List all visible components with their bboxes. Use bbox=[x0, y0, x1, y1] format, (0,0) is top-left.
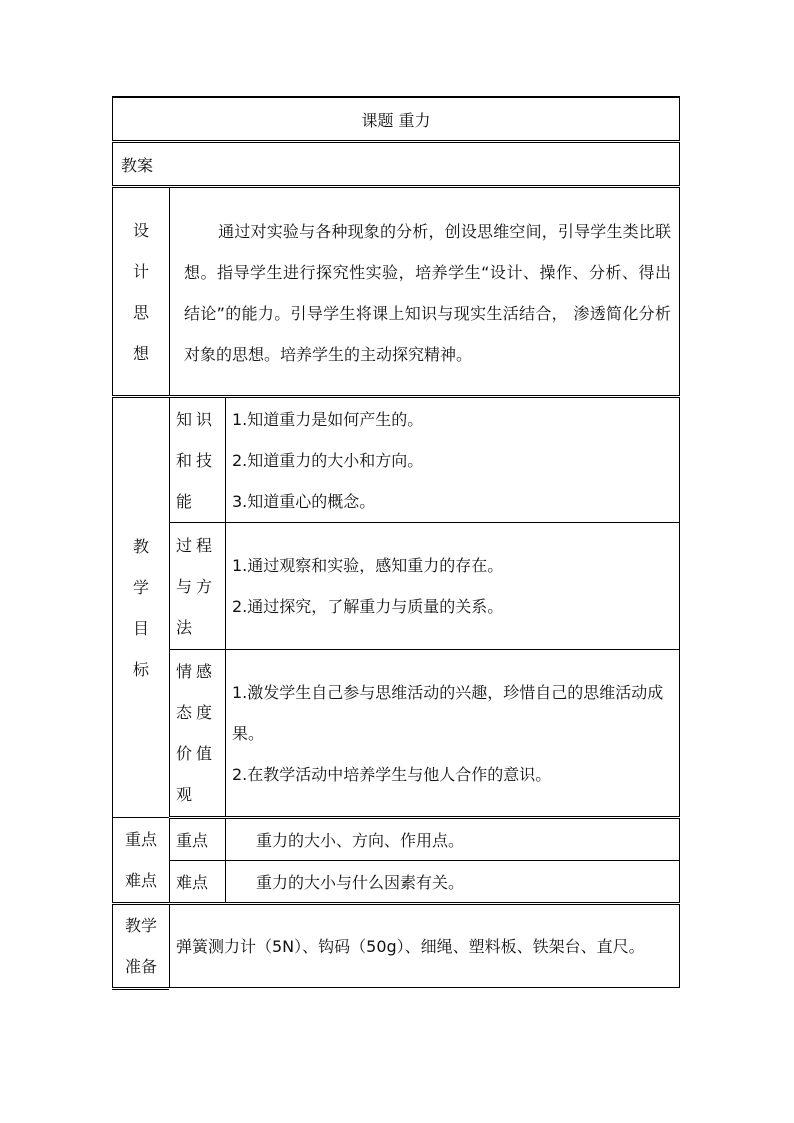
goal-item: 2.通过探究，了解重力与质量的关系。 bbox=[232, 597, 504, 616]
lesson-plan-sheet bbox=[112, 96, 679, 988]
goals-label-char: 标 bbox=[132, 659, 149, 679]
key-point-text: 重力的大小、方向、作用点。 bbox=[226, 818, 680, 861]
preparation-text: 弹簧测力计（5N）、钩码（50g）、细绳、塑料板、铁架台、直尺。 bbox=[170, 904, 680, 988]
goal-item: 1.知道重力是如何产生的。 bbox=[232, 409, 424, 429]
lesson-title: 课题 重力 bbox=[113, 97, 680, 142]
goal-process-items bbox=[226, 523, 680, 650]
bottom-rule bbox=[112, 989, 169, 990]
design-text: 通过对实验与各种现象的分析，创设思维空间，引导学生类比联想。指导学生进行探究性实验，培养学生“设计、操作、分析、得出结论”的能力。引导学生将课上知识与现实生活结合， 渗透简化分析对象的思想。培养学生的主动探究精神。 bbox=[184, 221, 672, 364]
goals-label bbox=[113, 397, 170, 818]
preparation-label: 教学 准备 bbox=[113, 904, 170, 988]
design-text-cell bbox=[170, 187, 680, 397]
goal-knowledge-items bbox=[226, 397, 680, 523]
goal-item: 2.在教学活动中培养学生与他人合作的意识。 bbox=[232, 764, 552, 784]
goal-attitude-label: 情感 态度 价值 观 bbox=[170, 650, 226, 818]
design-label-char: 想 bbox=[132, 343, 149, 363]
goals-label-char: 目 bbox=[132, 618, 149, 638]
goal-item: 3.知道重心的概念。 bbox=[232, 491, 376, 511]
goal-attitude-items bbox=[226, 650, 680, 818]
design-label-char: 设 bbox=[132, 220, 149, 240]
goal-knowledge-label: 知识 和技 能 bbox=[170, 397, 226, 523]
lesson-plan-table bbox=[112, 96, 680, 988]
design-label-char: 计 bbox=[132, 261, 149, 281]
goals-label-char: 学 bbox=[132, 577, 149, 597]
design-label bbox=[113, 187, 170, 397]
difficult-point-text: 重力的大小与什么因素有关。 bbox=[226, 861, 680, 904]
goal-item: 1.激发学生自己参与思维活动的兴趣，珍惜自己的思维活动成果。 bbox=[232, 682, 664, 743]
goal-item: 1.通过观察和实验，感知重力的存在。 bbox=[232, 556, 504, 575]
plan-label: 教案 bbox=[113, 142, 680, 187]
goal-process-label: 过程 与方 法 bbox=[170, 523, 226, 650]
key-point-label: 重点 bbox=[170, 818, 226, 861]
design-label-char: 思 bbox=[132, 302, 149, 322]
difficult-point-label: 难点 bbox=[170, 861, 226, 904]
goals-label-char: 教 bbox=[132, 536, 149, 556]
goal-item: 2.知道重力的大小和方向。 bbox=[232, 450, 424, 470]
key-points-label: 重点 难点 bbox=[113, 818, 170, 904]
